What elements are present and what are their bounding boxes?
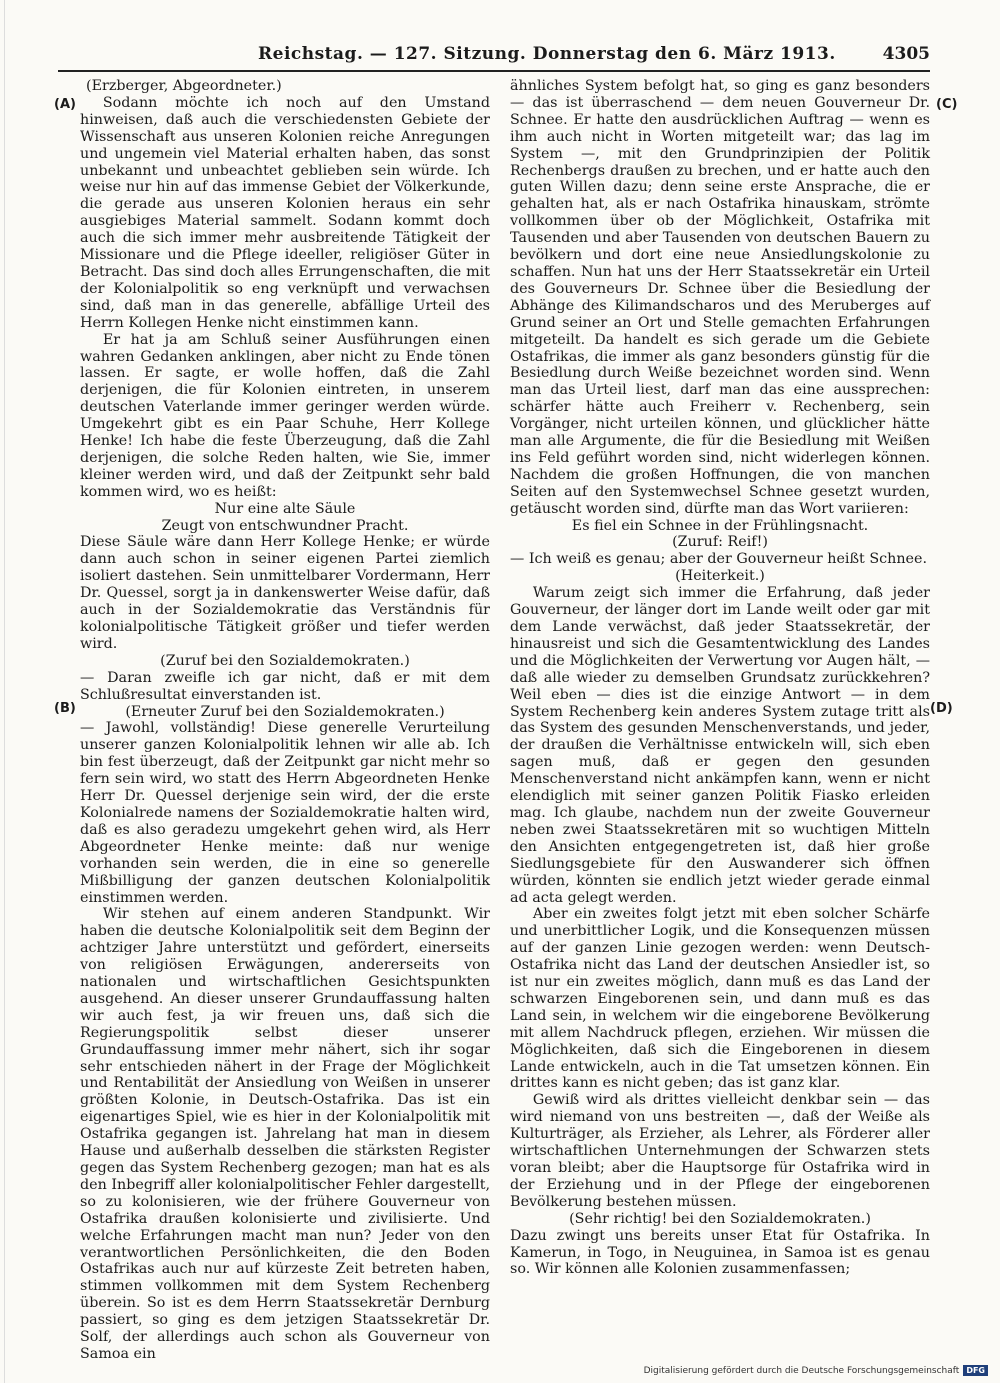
interjection: (Sehr richtig! bei den Sozialdemokraten.) <box>569 1210 871 1227</box>
quote-line: Es fiel ein Schnee in der Frühlingsnacht. <box>571 517 869 534</box>
margin-marker-b: (B) <box>54 701 76 716</box>
page-footer <box>644 1365 988 1376</box>
paragraph: — Jawohl, vollständig! Diese generelle Verurteilung unserer ganzen Kolonialpolitik lehnen wir alle ab. Ich bin fest überzeugt, daß der Zeitpunkt gar nicht mehr so fern sein wird, wo statt des Herrn Abgeordneten Henke Herr Dr. Quessel derjenige sein wird, der die erste Kolonialrede namens der Sozialdemokratie halten wird, daß es also geradezu umgekehrt gehen wird, als Herr Abgeordneter Henke meinte: daß nur wenige vorhanden sein werden, die in eine so generelle Mißbilligung der ganzen deutschen Kolonialpolitik einstimmen werden. <box>80 720 490 906</box>
interjection: (Heiterkeit.) <box>675 568 765 585</box>
left-column <box>80 78 490 1363</box>
speaker-attribution: (Erzberger, Abgeordneter.) <box>86 78 282 94</box>
right-column <box>510 78 930 1278</box>
margin-marker-d: (D) <box>930 701 953 716</box>
quote-line: Nur eine alte Säule <box>214 500 356 517</box>
paragraph: Diese Säule wäre dann Herr Kollege Henke; er würde dann auch schon in seiner eigenen Partei ziemlich isoliert dastehen. Sein unmittelbarer Vordermann, Herr Dr. Quessel, sorgt ja in dankenswerter Weise dafür, daß auch in der Sozialdemokratie das Verständnis für kolonialpolitische Tätigkeit größer und tiefer werden wird. <box>80 534 490 652</box>
interjection: (Zuruf bei den Sozialdemokraten.) <box>160 652 410 669</box>
dfg-logo: DFG <box>963 1365 988 1376</box>
running-title: Reichstag. — 127. Sitzung. Donnerstag den 6. März 1913. <box>258 44 836 64</box>
interjection: (Zuruf: Reif!) <box>672 534 768 551</box>
page-header <box>58 40 930 72</box>
paragraph: — Ich weiß es genau; aber der Gouverneur heißt Schnee. <box>510 551 928 568</box>
paragraph: Aber ein zweites folgt jetzt mit eben solcher Schärfe und unerbittlicher Logik, und die Konsequenzen müssen auf der ganzen Linie gezogen werden: wenn Deutsch-Ostafrika nicht das Land der deutschen Ansiedler ist, so ist nur ein zweites möglich, dann muß es das Land der schwarzen Eingeborenen sein, und dann muß es das Land sein, in welchem wir die eingeborene Bevölkerung mit allem Nachdruck pflegen, erziehen. Wir müssen die Möglichkeiten, daß sich die Eingeborenen in diesem Lande entwickeln, auch in die Tat umsetzen können. Ein drittes kann es nicht geben; das ist ganz klar. <box>510 906 930 1092</box>
paragraph: ähnliches System befolgt hat, so ging es ganz besonders — das ist überraschend — dem neuen Gouverneur Dr. Schnee. Er hatte den ausdrücklichen Auftrag — wenn es ihm auch nicht in Worten mitgeteilt war; das lag im System —, mit den Grundprinzipien der Politik Rechenbergs draußen zu brechen, und er hatte auch den guten Willen dazu; denn seine erste Ansprache, die er gehalten hat, als er nach Ostafrika hinauskam, strömte vollkommen über ob der Möglichkeit, Ostafrika mit Tausenden und aber Tausenden von deutschen Bauern zu bevölkern und dort eine neue Ansiedlungskolonie zu schaffen. Nun hat uns der Herr Staatssekretär ein Urteil des Gouverneurs Dr. Schnee über die Besiedlung der Abhänge des Kilimandscharos und des Meruberges auf Grund seiner an Ort und Stelle gemachten Erfahrungen mitgeteilt. Da handelt es sich gerade um die Gebiete Ostafrikas, die immer als ganz besonders günstig für die Besiedlung durch Weiße bezeichnet worden sind. Wenn man das Urteil liest, darf man das eine aussprechen: schärfer hätte auch Freiherr v. Rechenberg, sein Vorgänger, nicht urteilen können, und glücklicher hätte man alle Argumente, die für die Besiedlung mit Weißen ins Feld geführt worden sind, nicht widerlegen können. Nachdem die großen Hoffnungen, die von manchen Seiten auf den Systemwechsel Schnee gesetzt wurden, getäuscht worden sind, dürfte man das Wort variieren: <box>510 78 930 517</box>
paragraph: Wir stehen auf einem anderen Standpunkt. Wir haben die deutsche Kolonialpolitik seit dem Beginn der achtziger Jahre unterstützt und gefördert, einerseits von religiösen Erwägungen, andererseits von nationalen und wirtschaftlichen Gesichtspunkten ausgehend. An dieser unserer Grundauffassung halten wir auch fest, ja wir freuen uns, daß sich die Regierungspolitik selbst dieser unserer Grundauffassung immer mehr nähert, sich ihr sogar sehr entschieden nähert in der Frage der Möglichkeit und Rentabilität der Ansiedlung von Weißen in unserer größten Kolonie, in Deutsch-Ostafrika. Das ist ein eigenartiges Spiel, wie es hier in der Kolonialpolitik mit Ostafrika gegangen ist. Jahrelang hat man in diesem Hause und außerhalb desselben die stärksten Register gegen das System Rechenberg gezogen; man hat es als den Inbegriff aller kolonialpolitischer Fehler dargestellt, so zu kolonisieren, wie der frühere Gouverneur von Ostafrika draußen kolonisierte und zivilisierte. Und welche Erfahrungen macht man nun? Jeder von den verantwortlichen Persönlichkeiten, die den Boden Ostafrikas auch nur auf kürzeste Zeit betreten haben, stimmen vollkommen mit dem System Rechenberg überein. So ist es dem Herrn Staatssekretär Dernburg passiert, so ging es dem jetzigen Staatssekretär Dr. Solf, der allerdings auch schon als Gouverneur von Samoa ein <box>80 906 490 1362</box>
paragraph: Sodann möchte ich noch auf den Umstand hinweisen, daß auch die verschiedensten Gebiete der Wissenschaft aus unseren Kolonien reiche Anregungen und ungemein viel Material erhalten haben, das sonst unbekannt und unbeachtet geblieben sein würde. Ich weise nur hin auf das immense Gebiet der Völkerkunde, die gerade aus unseren Kolonien heraus ein sehr ausgiebiges Material sammelt. Sodann kommt doch auch die sich immer mehr ausbreitende Tätigkeit der Missionare und die Pflege ideeller, religiöser Güter in Betracht. Das sind doch alles Errungenschaften, die mit der Kolonialpolitik so eng verknüpft und verwachsen sind, daß man in das generelle, abfällige Urteil des Herrn Kollegen Henke nicht einstimmen kann. <box>80 94 490 331</box>
margin-marker-c: (C) <box>936 97 958 112</box>
paragraph: Warum zeigt sich immer die Erfahrung, daß jeder Gouverneur, der länger dort im Lande weilt oder gar mit dem Lande verwächst, daß jeder Staatssekretär, der hinausreist und sich die Gesamtentwicklung des Landes und die Möglichkeiten der Verwertung vor Augen hält, — daß alle wieder zu demselben Grundsatz zurückkehren? Weil eben — dies ist die einzige Antwort — in dem System Rechenberg kein anderes System zutage tritt als das System des gesunden Menschenverstands, und jeder, der draußen die Verhältnisse entwickeln will, sich eben sagen muß, daß er gegen den gesunden Menschenverstand nicht ankämpfen kann, wenn er nicht elendiglich mit seiner ganzen Politik Fiasko erleiden mag. Ich glaube, nachdem nun der zweite Gouverneur neben zwei Staatssekretären mit so wuchtigen Mitteln den Ansichten entgegengetreten ist, daß hier große Siedlungsgebiete für den Auswanderer sich öffnen würden, könnten sie endlich jetzt wieder gerade einmal ad acta gelegt werden. <box>510 585 930 906</box>
paragraph: Er hat ja am Schluß seiner Ausführungen einen wahren Gedanken anklingen, aber nicht zu Ende tönen lassen. Er sagte, er wolle hoffen, daß die Zahl derjenigen, die für Kolonien eintreten, in unserem deutschen Vaterlande immer geringer werden würde. Umgekehrt gibt es ein Paar Schuhe, Herr Kollege Henke! Ich habe die feste Überzeugung, daß die Zahl derjenigen, die solche Reden halten, wie Sie, immer kleiner werden wird, und daß der Zeitpunkt sehr bald kommen wird, wo es heißt: <box>80 331 490 500</box>
footer-credit: Digitalisierung gefördert durch die Deutsche Forschungsgemeinschaft <box>643 1365 960 1376</box>
page-number: 4305 <box>882 44 930 64</box>
paragraph: — Daran zweifle ich gar nicht, daß er mit dem Schlußresultat einverstanden ist. <box>80 669 490 703</box>
interjection: (Erneuter Zuruf bei den Sozialdemokraten.) <box>125 703 445 720</box>
paragraph: Gewiß wird als drittes vielleicht denkbar sein — das wird niemand von uns bestreiten —, daß der Weiße als Kulturträger, als Erzieher, als Lehrer, als Förderer aller wirtschaftlichen Unternehmungen der Schwarzen stets voran bleibt; aber die Hauptsorge für Ostafrika wird in der Erziehung und in der Pflege der eingeborenen Bevölkerung bestehen müssen. <box>510 1092 930 1210</box>
paragraph: Dazu zwingt uns bereits unser Etat für Ostafrika. In Kamerun, in Togo, in Neuguinea, in Samoa ist es genau so. Wir können alle Kolonien zusammenfassen; <box>510 1227 930 1278</box>
page-edge <box>4 0 5 1383</box>
quote-line: Zeugt von entschwundner Pracht. <box>161 517 409 534</box>
margin-marker-a: (A) <box>54 97 76 112</box>
